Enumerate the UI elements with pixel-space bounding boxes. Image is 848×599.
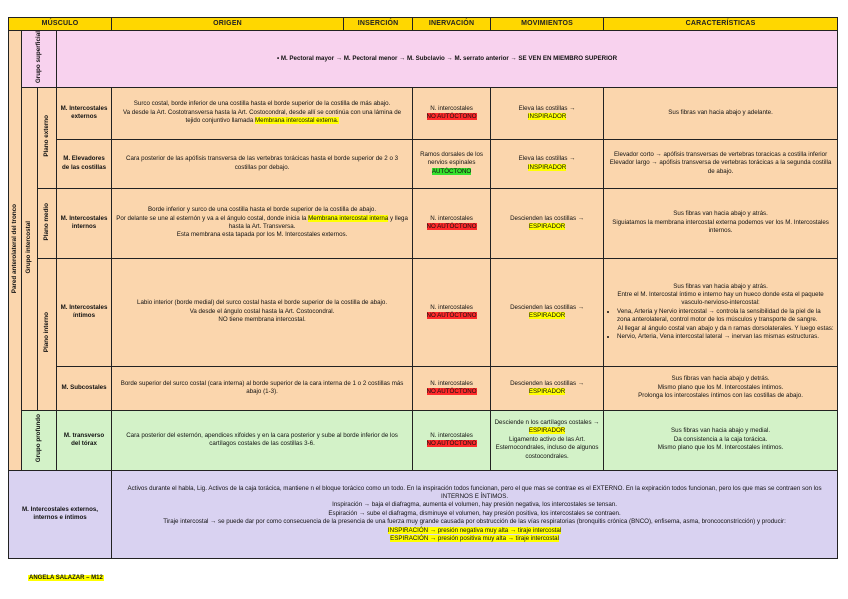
- movimiento-text: Desciende n los cartílagos costales →: [494, 419, 600, 427]
- origen-cell: [112, 258, 413, 366]
- plano-externo-label: Plano externo: [38, 87, 57, 188]
- caracteristica-text: Siguiatamos la membrana intercostal externa podemos ver los M. Intercostales internos.: [612, 218, 829, 235]
- header-musculo: MÚSCULO: [9, 18, 112, 31]
- autoctono-badge: NO AUTÓCTONO: [426, 440, 477, 447]
- muscle-name: M. Elevadores de las costillas: [57, 139, 112, 188]
- header-row: [9, 18, 838, 31]
- origen-text: Va desde la Art. Costotransversa hasta la Art. Costocondral, desde allí se continúa con una lámina de tejido conjuntivo llamada: [122, 108, 402, 125]
- inervacion-text: N. intercostales: [430, 303, 473, 311]
- movimientos-cell: [491, 258, 604, 366]
- row-intercostales-externos: [9, 87, 838, 139]
- movimiento-text: Descienden las costillas →: [510, 214, 585, 222]
- summary-label: M. Intercostales externos, internos e íntimos: [9, 470, 112, 558]
- movimiento-text: Eleva las costillas →: [518, 104, 576, 112]
- inervacion-text: N. intercostales: [430, 379, 473, 387]
- caracteristicas-cell: [604, 366, 838, 410]
- inervacion-cell: [413, 258, 491, 366]
- row-transverso-torax: [9, 410, 838, 470]
- caracteristica-text: Elevador corto → apófisis transversas de vertebras toracicas a costilla inferior: [613, 150, 828, 158]
- region-label: Pared anterolateral del tronco: [9, 31, 22, 471]
- row-superficial: [9, 31, 838, 88]
- list-item: [617, 308, 834, 333]
- caracteristica-text: Sus fibras van hacia abajo y atrás.: [673, 282, 768, 290]
- inervacion-cell: [413, 87, 491, 139]
- inervacion-cell: [413, 188, 491, 258]
- superficial-text: • M. Pectoral mayor → M. Pectoral menor → M. Subclavio → M. serrato anterior → SE VEN EN MIEMBRO SUPERIOR: [57, 31, 838, 88]
- movimiento-badge: INSPIRADOR: [527, 113, 567, 120]
- caracteristica-text: Vena, Arteria y Nervio intercostal → controla la sensibilidad de la piel de la zona anterolateral, control motor de los músculos y transporte de sangre.: [617, 307, 821, 324]
- muscle-name: M. transverso del tórax: [57, 410, 112, 470]
- autoctono-badge: NO AUTÓCTONO: [426, 113, 477, 120]
- origen-cell: Cara posterior del esternón, apendices xifoides y en la cara posterior y sube al borde inferior de los cartílagos costales de las costillas 3-6.: [112, 410, 413, 470]
- author-signature: ANGELA SALAZAR – M12: [29, 575, 103, 581]
- inervacion-cell: [413, 410, 491, 470]
- muscle-name: M. Intercostales externos: [57, 87, 112, 139]
- movimiento-badge: ESPIRADOR: [528, 312, 566, 319]
- autoctono-badge: NO AUTÓCTONO: [426, 388, 477, 395]
- origen-text: y llega hasta la Art. Transversa.: [228, 214, 408, 230]
- header-inervacion: INERVACIÓN: [413, 18, 491, 31]
- caracteristica-text: Sus fibras van hacia abajo y atrás.: [673, 210, 768, 218]
- movimientos-cell: [491, 410, 604, 470]
- muscle-name: M. Intercostales íntimos: [57, 258, 112, 366]
- summary-highlight: ESPIRACIÓN → presión positiva muy alta → tiraje intercostal: [390, 534, 559, 542]
- origen-cell: Borde superior del surco costal (cara interna) al borde superior de la cara interna de 1 o 2 costillas más abajo (1-3).: [112, 366, 413, 410]
- summary-highlight: INSPIRACIÓN → presión negativa muy alta → tiraje intercostal: [387, 526, 562, 534]
- caracteristica-list: [607, 308, 834, 341]
- origen-text: Va desde el ángulo costal hasta la Art. Costocondral.: [189, 307, 335, 315]
- movimiento-text: Descienden las costillas →: [510, 379, 585, 387]
- list-item: • Nervio, Arteria, Vena intercostal lateral → inervan las mismas estructuras.: [617, 333, 834, 341]
- group-superficial-label: Grupo superficial: [22, 31, 57, 88]
- movimiento-badge: ESPIRADOR: [528, 427, 566, 435]
- caracteristica-text: Sus fibras van hacia abajo y detrás.: [671, 375, 770, 383]
- caracteristicas-cell: [604, 258, 838, 366]
- movimientos-cell: [491, 366, 604, 410]
- row-summary: [9, 470, 838, 558]
- caracteristica-text: Prolonga los intercostales íntimos con las costillas de abajo.: [638, 392, 803, 400]
- origen-text: Por delante se une al esternón y va a el ángulo costal, donde inicia la: [116, 214, 309, 222]
- origen-cell: Cara posterior de las apófisis transversa de las vertebras torácicas hasta el borde superior de 2 o 3 costillas por debajo.: [112, 139, 413, 188]
- origen-text: Surco costal, borde inferior de una costilla hasta el borde superior de la costilla de más abajo.: [133, 100, 391, 108]
- plano-medio-label: Plano medio: [38, 188, 57, 258]
- caracteristica-text: Mismo plano que los M. Intercostales íntimos.: [657, 383, 784, 391]
- origen-text: Labio interior (borde medial) del surco costal hasta el borde superior de la costilla de abajo.: [137, 299, 388, 307]
- row-elevadores: [9, 139, 838, 188]
- plano-interno-label: Plano interno: [38, 258, 57, 410]
- caracteristica-text: Mismo plano que los M. Intercostales íntimos.: [657, 444, 784, 452]
- highlight-text: Membrana intercostal externa.: [255, 117, 339, 125]
- inervacion-cell: [413, 139, 491, 188]
- movimientos-cell: [491, 139, 604, 188]
- movimiento-badge: ESPIRADOR: [528, 388, 566, 395]
- inervacion-text: Ramos dorsales de los nervios espinales: [420, 150, 484, 167]
- muscle-name: M. Subcostales: [57, 366, 112, 410]
- group-profundo-label: Grupo profundo: [22, 410, 57, 470]
- header-origen: ORIGEN: [112, 18, 344, 31]
- summary-line: Activos durante el habla, Lig. Activos de la caja torácica, mantiene n el bloque torácico como un todo. En la inspiración todos funcionan, pero el que mas se contrae es el EXTERNO. En la expiración todos funcionan, pero los que mas se contraen son los INTERNOS E ÍNTIMOS.: [127, 484, 822, 501]
- movimiento-text: Eleva las costillas →: [518, 155, 576, 163]
- inervacion-text: N. intercostales: [430, 214, 473, 222]
- summary-line: Tiraje intercostal → se puede dar por como consecuencia de la presencia de una fuerza muy grande causada por obstrucción de las vías respiratorias (bronquitis crónica (BNCO), enfisema, asma, broncoconstricción) y producir:: [163, 518, 786, 526]
- header-movimientos: MOVIMIENTOS: [491, 18, 604, 31]
- origen-text: Borde inferior y surco de una costilla hasta el borde superior de la costilla de abajo.: [148, 206, 377, 214]
- inervacion-text: N. intercostales: [430, 104, 473, 112]
- group-intercostal-label: Grupo intercostal: [22, 87, 38, 410]
- movimientos-cell: [491, 87, 604, 139]
- highlight-text: Membrana intercostal interna: [308, 214, 389, 222]
- origen-text: Esta membrana esta tapada por los M. Intercostales externos.: [176, 231, 348, 239]
- row-intercostales-internos: [9, 188, 838, 258]
- autoctono-badge: NO AUTÓCTONO: [426, 312, 477, 319]
- row-intercostales-intimos: [9, 258, 838, 366]
- caracteristicas-cell: Sus fibras van hacia abajo y adelante.: [604, 87, 838, 139]
- caracteristicas-cell: [604, 188, 838, 258]
- movimiento-badge: INSPIRADOR: [527, 163, 567, 171]
- inervacion-text: N. intercostales: [430, 431, 473, 439]
- movimientos-cell: [491, 188, 604, 258]
- autoctono-badge: NO AUTÓCTONO: [426, 223, 477, 230]
- header-insercion: INSERCIÓN: [344, 18, 413, 31]
- caracteristica-text: Entre el M. Intercostal íntimo e interno hay un hueco donde esta el paquete vasculo-nervioso-intercostal:: [617, 291, 824, 307]
- summary-line: Espiración → sube el diafragma, disminuye el volumen, hay presión positiva, los intercostales se contraen.: [328, 509, 621, 517]
- summary-text: [112, 470, 838, 558]
- row-subcostales: [9, 366, 838, 410]
- caracteristica-text: Elevador largo → apófisis transversa de vertebras torácicas a la segunda costilla de abajo.: [609, 159, 832, 175]
- caracteristica-text: Da consistencia a la caja torácica.: [673, 435, 768, 443]
- origen-cell: [112, 188, 413, 258]
- caracteristicas-cell: [604, 139, 838, 188]
- caracteristica-text: Sus fibras van hacia abajo y medial.: [671, 427, 771, 435]
- movimiento-text: Descienden las costillas →: [510, 303, 585, 311]
- inervacion-cell: [413, 366, 491, 410]
- summary-line: Inspiración → baja el diafragma, aumenta el volumen, hay presión negativa, los intercostales se tensan.: [332, 501, 617, 509]
- autoctono-badge: AUTÓCTONO: [431, 167, 472, 175]
- header-caracteristicas: CARACTERÍSTICAS: [604, 18, 838, 31]
- caracteristicas-cell: [604, 410, 838, 470]
- muscle-name: M. Intercostales internos: [57, 188, 112, 258]
- movimiento-text: Ligamento activo de las Art. Esternocondrales, incluso de algunos costocondrales.: [495, 435, 599, 460]
- origen-text: NO tiene membrana intercostal.: [218, 316, 306, 324]
- origen-cell: [112, 87, 413, 139]
- caracteristica-text: Al llegar al ángulo costal van abajo y da n ramas dorsolaterales. Y luego estas:: [617, 324, 834, 332]
- muscle-table: [8, 17, 838, 559]
- movimiento-badge: ESPIRADOR: [528, 223, 566, 230]
